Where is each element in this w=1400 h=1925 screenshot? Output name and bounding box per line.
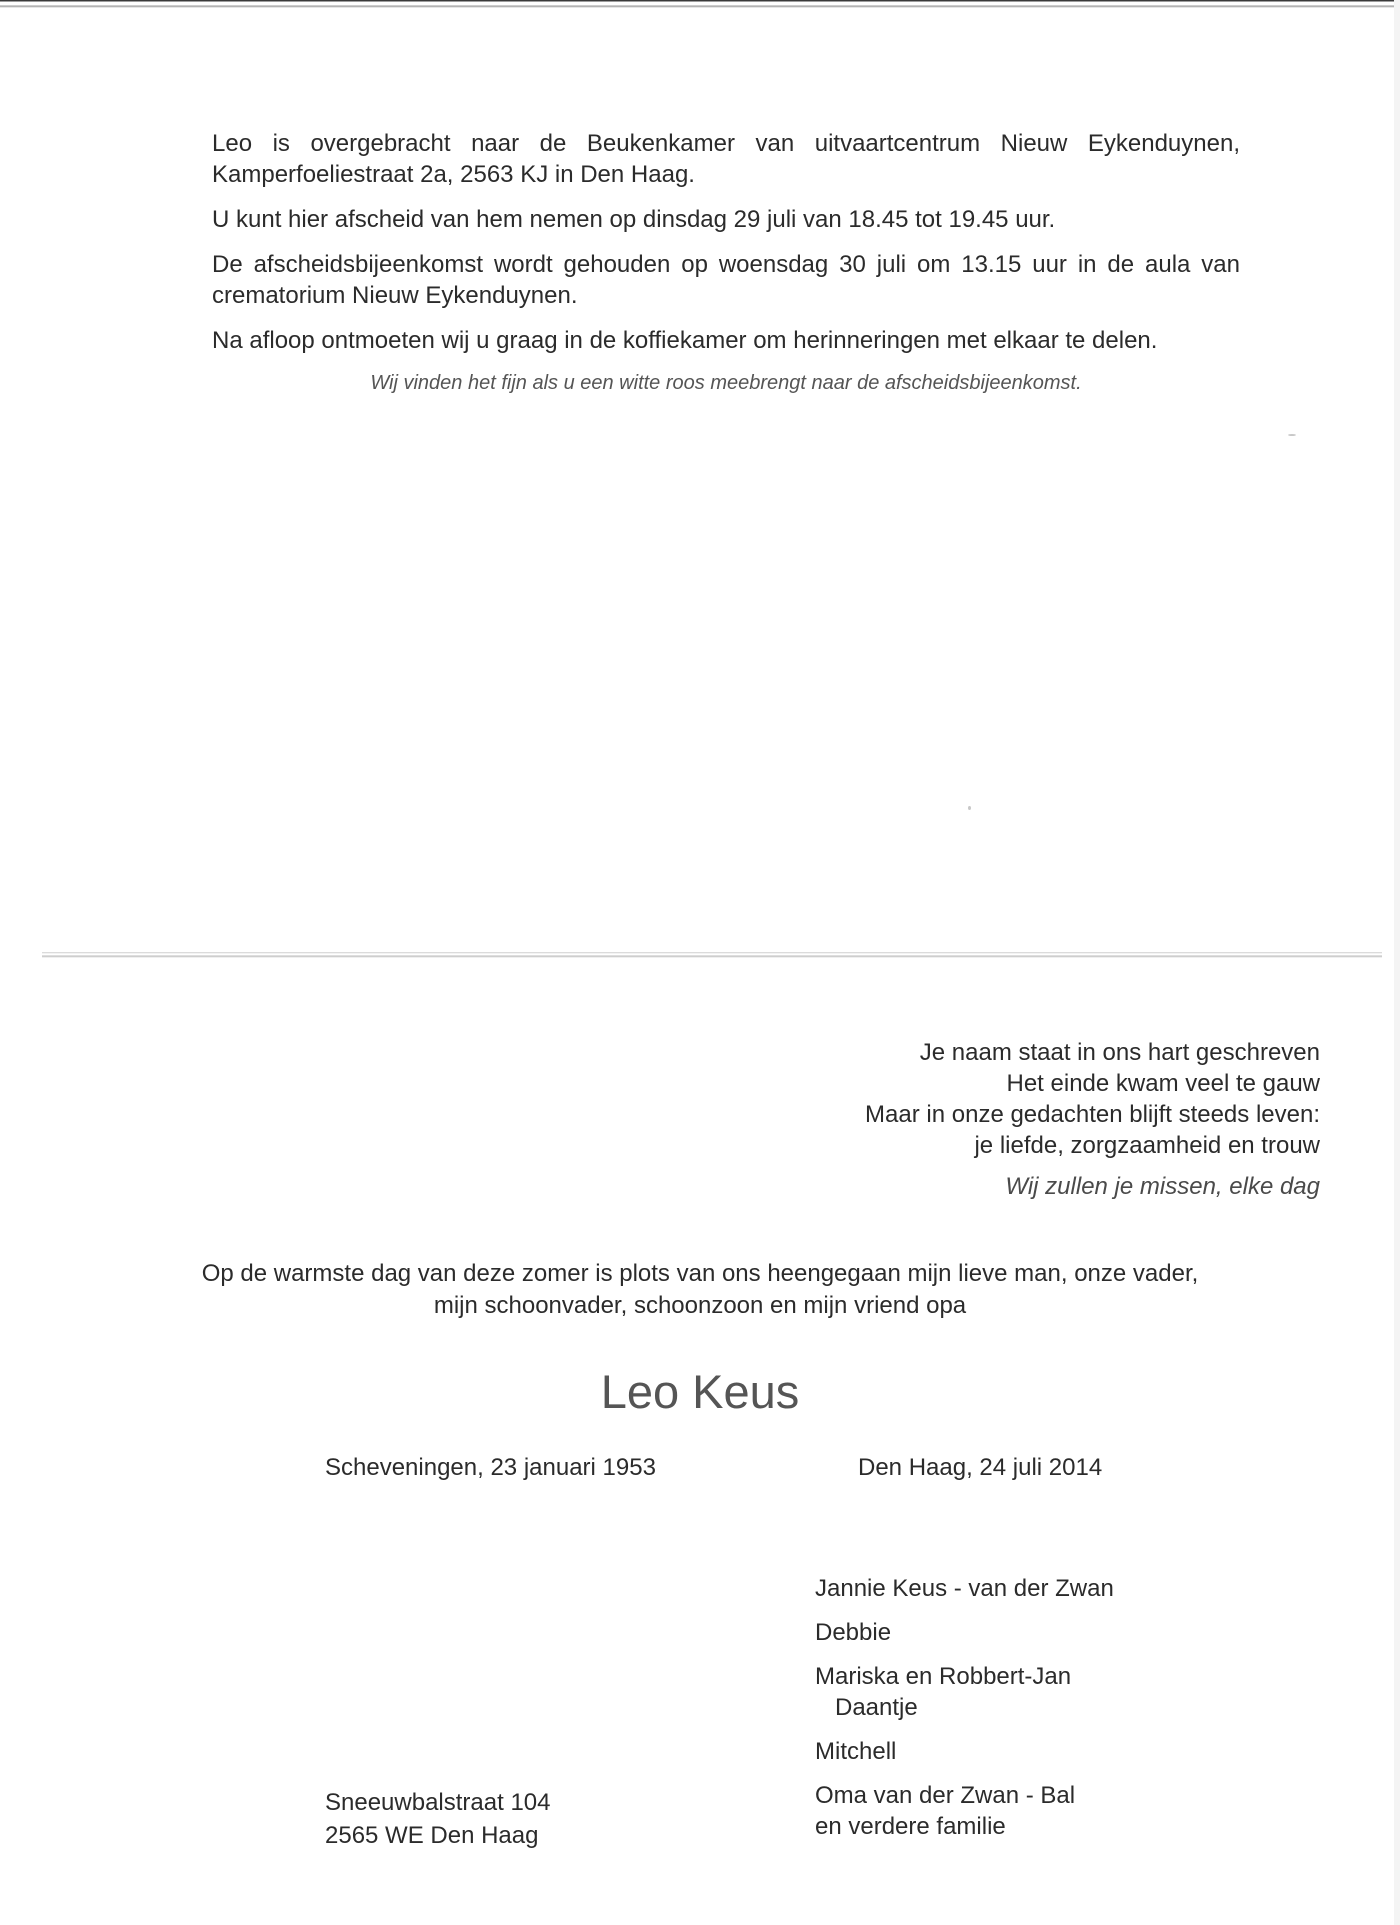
- rose-note: Wij vinden het fijn als u een witte roos meebrengt naar de afscheidsbijeenkomst.: [370, 372, 1082, 394]
- card-fold-line: [42, 952, 1382, 958]
- deceased-name: Leo Keus: [600, 1365, 800, 1418]
- family-member: Debbie: [815, 1619, 892, 1646]
- poem-line: Maar in onze gedachten blijft steeds leven:: [865, 1101, 1320, 1128]
- paragraph-coffee: Na afloop ontmoeten wij u graag in de koffiekamer om herinneringen met elkaar te delen.: [212, 327, 1158, 354]
- paragraph-visiting: U kunt hier afscheid van hem nemen op dinsdag 29 juli van 18.45 tot 19.45 uur.: [212, 206, 1056, 233]
- family-list: [815, 1573, 1114, 1855]
- card-inner-page: [212, 128, 1240, 413]
- birth-date: Scheveningen, 23 januari 1953: [325, 1454, 656, 1481]
- scan-speck: [968, 806, 971, 810]
- mailing-address: [325, 1786, 551, 1852]
- scan-right-edge: [1394, 0, 1400, 1925]
- paragraph-location: Leo is overgebracht naar de Beukenkamer van uitvaartcentrum Nieuw Eykenduynen, Kamperfoeliestraat 2a, 2563 KJ in Den Haag.: [212, 130, 1240, 188]
- paragraph-ceremony: De afscheidsbijeenkomst wordt gehouden op woensdag 30 juli om 13.15 uur in de aula van crematorium Nieuw Eykenduynen.: [212, 251, 1240, 309]
- address-street: Sneeuwbalstraat 104: [325, 1789, 551, 1816]
- family-member: Mariska en Robbert-Jan: [815, 1663, 1072, 1690]
- poem-line: Het einde kwam veel te gauw: [1006, 1070, 1320, 1097]
- poem-signature: Wij zullen je missen, elke dag: [1005, 1173, 1320, 1200]
- scan-top-edge: [0, 0, 1400, 9]
- family-member: en verdere familie: [815, 1813, 1006, 1840]
- poem-line: je liefde, zorgzaamheid en trouw: [974, 1132, 1320, 1159]
- family-member: Daantje: [835, 1694, 918, 1721]
- intro-line: Op de warmste dag van deze zomer is plots van ons heengegaan mijn lieve man, onze vader,: [201, 1260, 1199, 1287]
- poem-line: Je naam staat in ons hart geschreven: [919, 1039, 1320, 1066]
- address-city: 2565 WE Den Haag: [325, 1822, 539, 1849]
- memorial-poem: [720, 1037, 1320, 1202]
- family-member: Mitchell: [815, 1738, 897, 1765]
- scan-speck: [1288, 434, 1296, 436]
- intro-line: mijn schoonvader, schoonzoon en mijn vriend opa: [433, 1292, 967, 1319]
- family-member: Jannie Keus - van der Zwan: [815, 1575, 1114, 1602]
- announcement-intro: [150, 1258, 1250, 1322]
- family-member: Oma van der Zwan - Bal: [815, 1782, 1076, 1809]
- death-date: Den Haag, 24 juli 2014: [858, 1454, 1103, 1481]
